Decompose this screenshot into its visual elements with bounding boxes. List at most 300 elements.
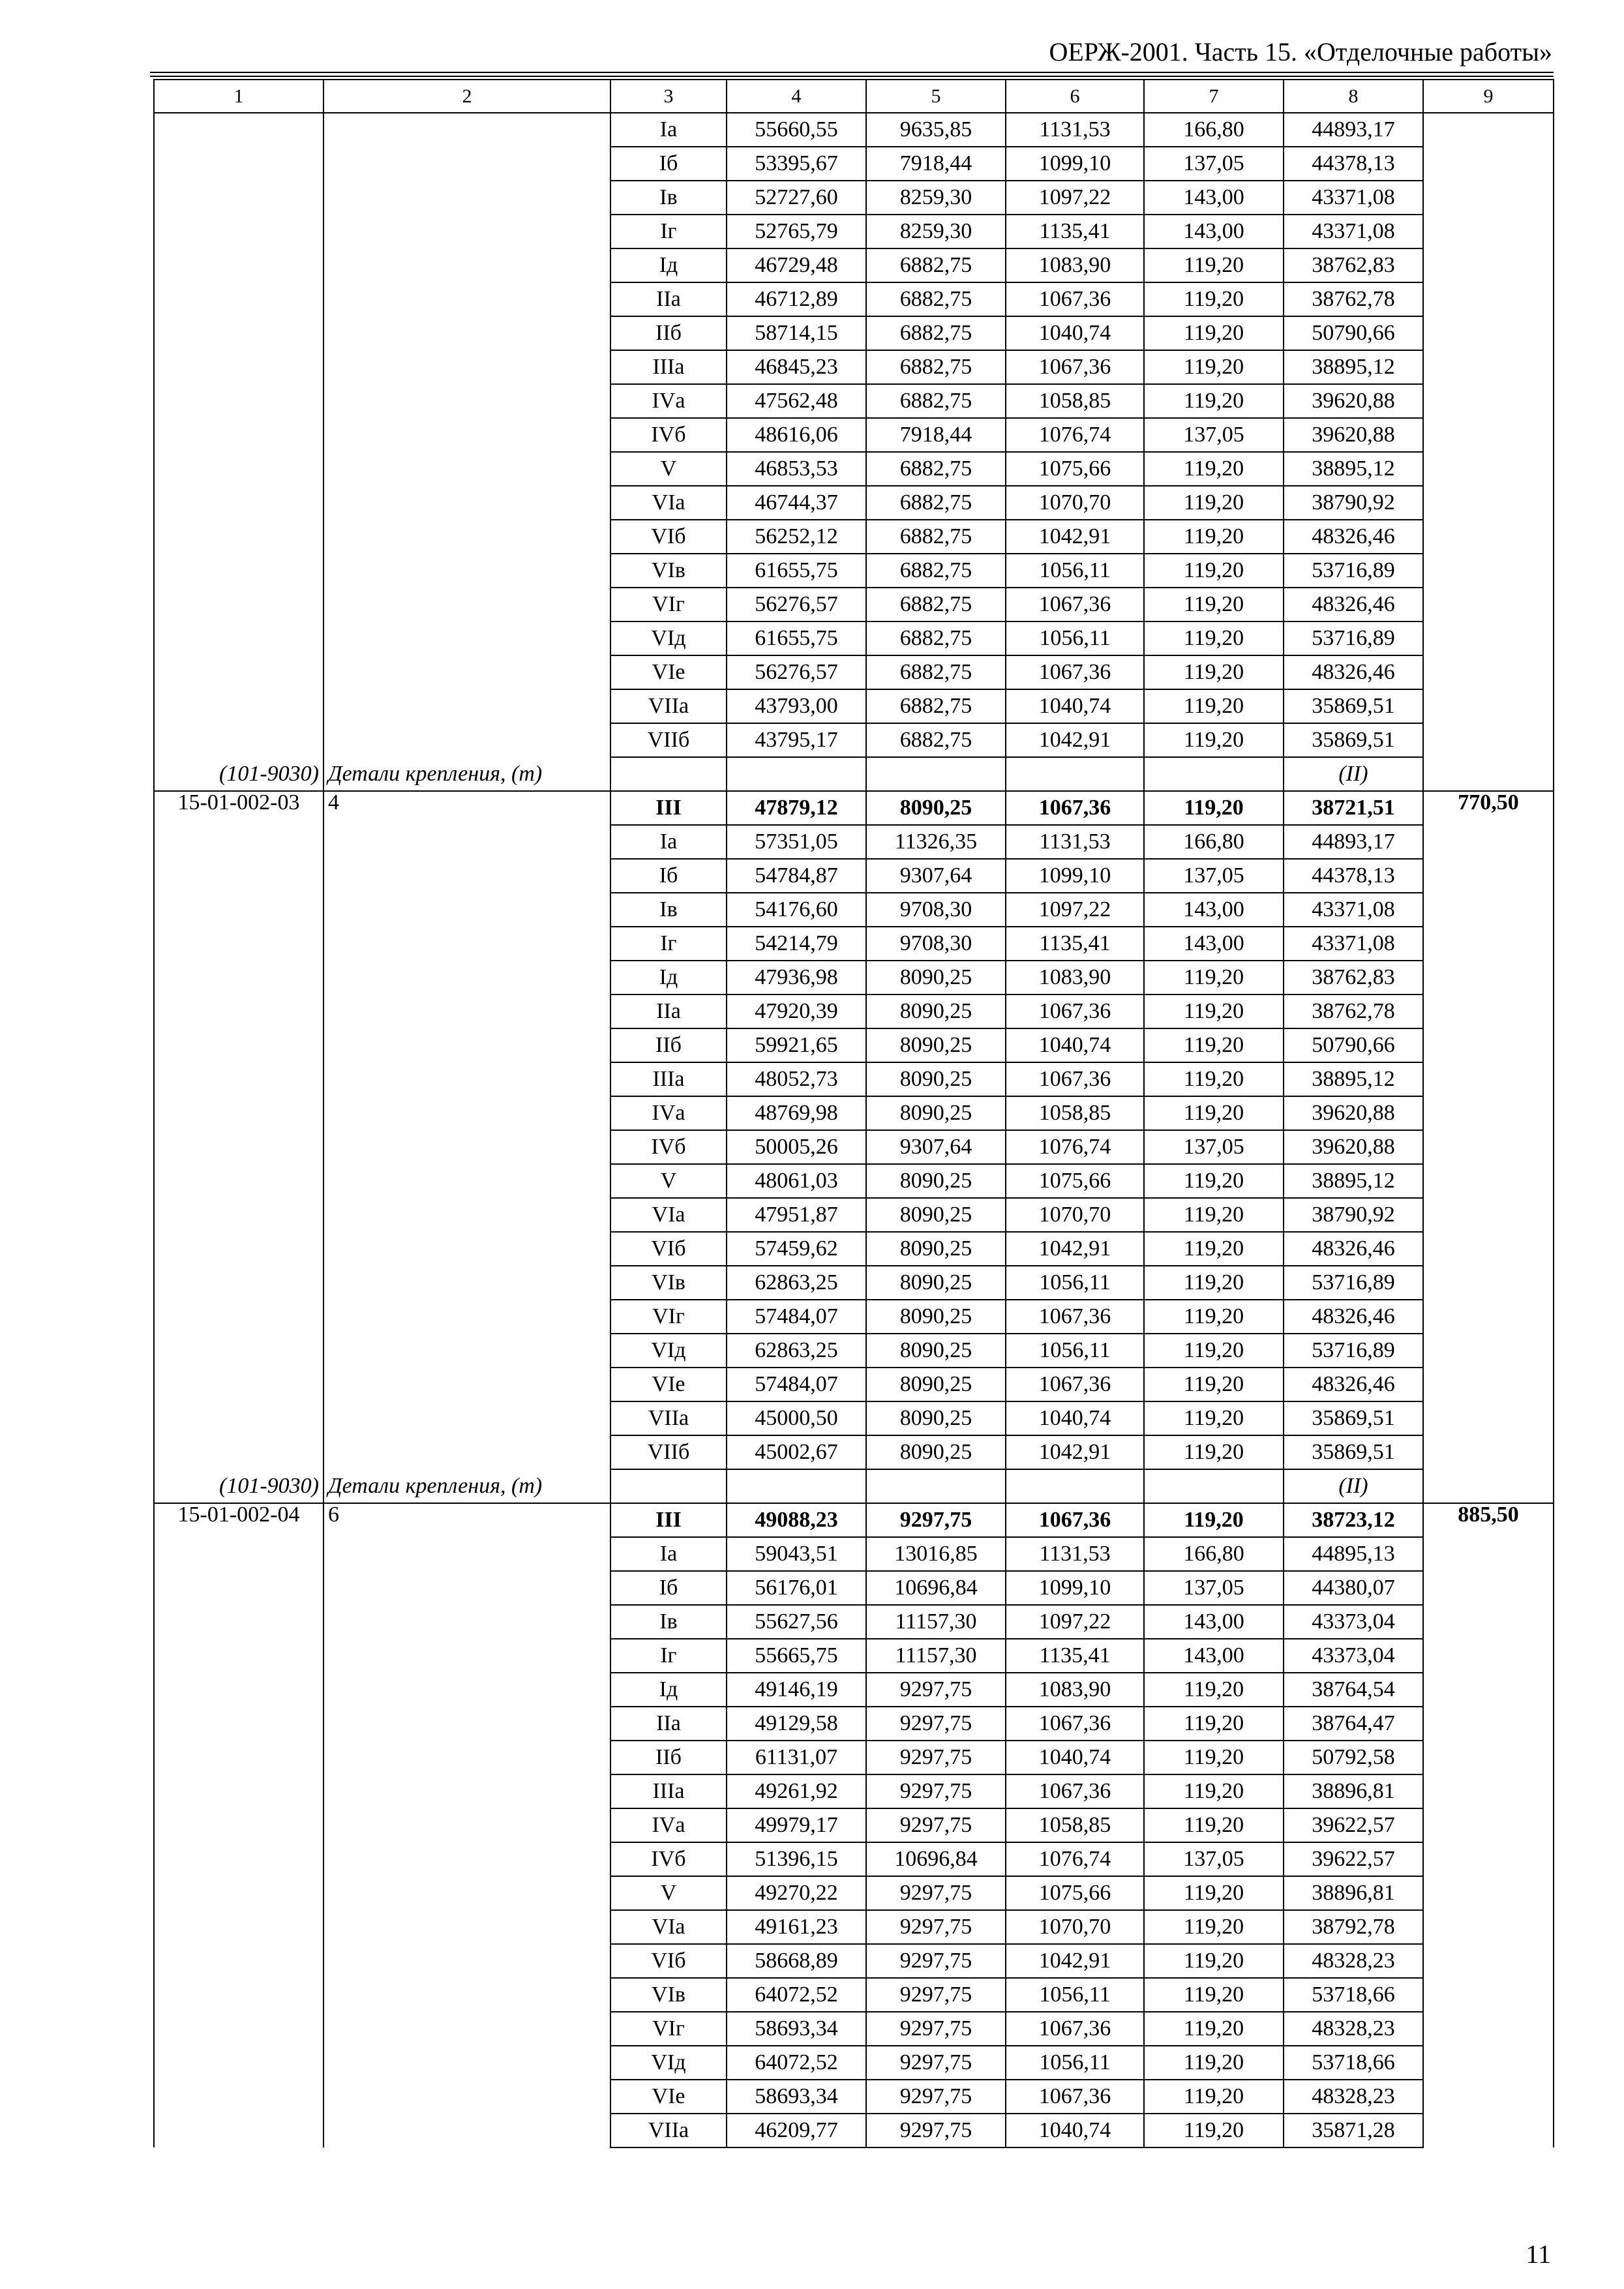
empty-cell [1006,1469,1144,1503]
value-cell: 48328,23 [1284,1944,1423,1978]
zone-cell: VIг [610,588,727,621]
value-cell: 1058,85 [1006,1096,1144,1130]
page-number: 11 [1526,2239,1551,2269]
value-cell: 119,20 [1144,1435,1284,1469]
value-cell: 1131,53 [1006,1537,1144,1571]
value-cell: 43371,08 [1284,893,1423,927]
value-cell: 119,20 [1144,791,1284,825]
value-cell: 7918,44 [866,147,1006,181]
value-cell: 44378,13 [1284,147,1423,181]
zone-cell: Iг [610,215,727,248]
value-cell: 64072,52 [727,2046,866,2080]
value-cell: 9297,75 [866,2012,1006,2046]
zone-cell: VIе [610,2080,727,2114]
value-cell: 1042,91 [1006,1944,1144,1978]
value-cell: 1070,70 [1006,1910,1144,1944]
empty-cell [866,757,1006,791]
value-cell: 50005,26 [727,1130,866,1164]
value-cell: 137,05 [1144,1571,1284,1605]
value-cell: 49146,19 [727,1673,866,1707]
value-cell: 10696,84 [866,1571,1006,1605]
value-cell: 45002,67 [727,1435,866,1469]
value-cell: 9297,75 [866,1944,1006,1978]
value-cell: 1067,36 [1006,1300,1144,1334]
zone-cell: VIд [610,621,727,655]
value-cell: 48769,98 [727,1096,866,1130]
value-cell: 1131,53 [1006,113,1144,147]
value-cell: 8090,25 [866,1232,1006,1266]
zone-cell: Iб [610,859,727,893]
column-header: 7 [1144,80,1284,113]
value-cell: 6882,75 [866,350,1006,384]
value-cell: 8259,30 [866,215,1006,248]
value-cell: 119,20 [1144,1266,1284,1300]
value-cell: 143,00 [1144,1639,1284,1673]
value-cell: 43371,08 [1284,181,1423,215]
value-cell: 119,20 [1144,1910,1284,1944]
value-cell: 119,20 [1144,689,1284,723]
value-cell: 8090,25 [866,1435,1006,1469]
value-cell: 38896,81 [1284,1876,1423,1910]
zone-cell: Iг [610,927,727,961]
value-cell: 43371,08 [1284,927,1423,961]
value-cell: 119,20 [1144,1944,1284,1978]
resource-class: (II) [1284,757,1423,791]
value-cell: 119,20 [1144,1164,1284,1198]
value-cell: 38762,78 [1284,282,1423,316]
value-cell: 38792,78 [1284,1910,1423,1944]
value-cell: 8090,25 [866,1198,1006,1232]
value-cell: 43373,04 [1284,1639,1423,1673]
value-cell: 9297,75 [866,1503,1006,1537]
value-cell: 56276,57 [727,588,866,621]
document-header-title: ОЕРЖ-2001. Часть 15. «Отделочные работы» [1049,37,1552,67]
zone-cell: Iб [610,147,727,181]
zone-cell: Iв [610,893,727,927]
zone-cell: IIIа [610,1774,727,1808]
value-cell: 119,20 [1144,1876,1284,1910]
zone-cell: VIг [610,2012,727,2046]
value-cell: 8090,25 [866,961,1006,995]
value-cell: 1070,70 [1006,486,1144,520]
value-cell: 119,20 [1144,248,1284,282]
zone-cell: IVб [610,1842,727,1876]
table-row-footer [154,1469,1554,1503]
empty-cell [866,1469,1006,1503]
zone-cell: Iб [610,1571,727,1605]
value-cell: 9708,30 [866,927,1006,961]
value-cell: 9297,75 [866,2080,1006,2114]
value-cell: 1042,91 [1006,520,1144,554]
zone-cell: Iд [610,961,727,995]
value-cell: 6882,75 [866,486,1006,520]
column-header: 1 [154,80,323,113]
value-cell: 1075,66 [1006,1876,1144,1910]
zone-cell: V [610,1876,727,1910]
zone-cell: IVа [610,1808,727,1842]
value-cell: 1067,36 [1006,350,1144,384]
value-cell: 119,20 [1144,350,1284,384]
value-cell: 1067,36 [1006,2012,1144,2046]
zone-cell: VIе [610,655,727,689]
zone-cell: IVа [610,1096,727,1130]
value-cell: 9708,30 [866,893,1006,927]
value-cell: 44895,13 [1284,1537,1423,1571]
table-row [154,113,1554,147]
value-cell: 8259,30 [866,181,1006,215]
value-cell: 50790,66 [1284,316,1423,350]
value-cell: 58693,34 [727,2012,866,2046]
column-header: 9 [1423,80,1554,113]
value-cell: 35869,51 [1284,1435,1423,1469]
zone-cell: VIе [610,1368,727,1401]
empty-cell [1144,1469,1284,1503]
value-cell: 56252,12 [727,520,866,554]
value-cell: 1075,66 [1006,452,1144,486]
norm-name [323,113,610,757]
norms-table-body [154,80,1554,2147]
value-cell: 119,20 [1144,655,1284,689]
zone-cell: Iв [610,181,727,215]
zone-cell: VIIа [610,1401,727,1435]
value-cell: 39620,88 [1284,1130,1423,1164]
value-cell: 9297,75 [866,2046,1006,2080]
value-cell: 53395,67 [727,147,866,181]
value-cell: 54176,60 [727,893,866,927]
value-cell: 166,80 [1144,1537,1284,1571]
value-cell: 39620,88 [1284,418,1423,452]
value-cell: 53716,89 [1284,1266,1423,1300]
value-cell: 56176,01 [727,1571,866,1605]
value-cell: 1070,70 [1006,1198,1144,1232]
value-cell: 8090,25 [866,995,1006,1028]
value-cell: 1056,11 [1006,1334,1144,1368]
value-cell: 58693,34 [727,2080,866,2114]
norm-code: 15-01-002-04 [154,1503,323,2147]
value-cell: 48326,46 [1284,1368,1423,1401]
value-cell: 48616,06 [727,418,866,452]
value-cell: 1083,90 [1006,1673,1144,1707]
value-cell: 50792,58 [1284,1741,1423,1774]
value-cell: 8090,25 [866,1266,1006,1300]
col9-value: 770,50 [1423,791,1554,1503]
value-cell: 1040,74 [1006,1741,1144,1774]
resource-class: (II) [1284,1469,1423,1503]
value-cell: 6882,75 [866,689,1006,723]
value-cell: 49129,58 [727,1707,866,1741]
value-cell: 64072,52 [727,1978,866,2012]
value-cell: 47562,48 [727,384,866,418]
zone-cell: VIIб [610,723,727,757]
value-cell: 38895,12 [1284,1164,1423,1198]
value-cell: 62863,25 [727,1266,866,1300]
zone-cell: VIд [610,2046,727,2080]
zone-cell: IIIа [610,350,727,384]
value-cell: 1040,74 [1006,1028,1144,1062]
zone-cell: Iа [610,113,727,147]
value-cell: 119,20 [1144,2046,1284,2080]
value-cell: 137,05 [1144,1842,1284,1876]
value-cell: 48326,46 [1284,1300,1423,1334]
value-cell: 1083,90 [1006,248,1144,282]
norms-table [153,79,1554,2148]
value-cell: 119,20 [1144,1978,1284,2012]
value-cell: 6882,75 [866,588,1006,621]
value-cell: 58714,15 [727,316,866,350]
zone-cell: VIIа [610,2114,727,2147]
zone-cell: III [610,791,727,825]
value-cell: 1067,36 [1006,995,1144,1028]
value-cell: 6882,75 [866,520,1006,554]
value-cell: 1067,36 [1006,588,1144,621]
value-cell: 7918,44 [866,418,1006,452]
value-cell: 39620,88 [1284,384,1423,418]
value-cell: 44380,07 [1284,1571,1423,1605]
value-cell: 53718,66 [1284,1978,1423,2012]
value-cell: 46845,23 [727,350,866,384]
value-cell: 1058,85 [1006,384,1144,418]
value-cell: 9307,64 [866,859,1006,893]
value-cell: 119,20 [1144,621,1284,655]
value-cell: 48061,03 [727,1164,866,1198]
zone-cell: Iд [610,248,727,282]
column-header: 5 [866,80,1006,113]
zone-cell: VIа [610,1198,727,1232]
empty-cell [727,1469,866,1503]
value-cell: 119,20 [1144,2080,1284,2114]
value-cell: 48052,73 [727,1062,866,1096]
value-cell: 10696,84 [866,1842,1006,1876]
value-cell: 1099,10 [1006,859,1144,893]
value-cell: 119,20 [1144,282,1284,316]
value-cell: 1097,22 [1006,1605,1144,1639]
value-cell: 1067,36 [1006,1774,1144,1808]
value-cell: 39622,57 [1284,1808,1423,1842]
header-rule-bottom [150,76,1554,77]
zone-cell: IVб [610,418,727,452]
value-cell: 119,20 [1144,1198,1284,1232]
value-cell: 38764,54 [1284,1673,1423,1707]
value-cell: 1067,36 [1006,791,1144,825]
value-cell: 44893,17 [1284,825,1423,859]
value-cell: 9297,75 [866,2114,1006,2147]
value-cell: 1135,41 [1006,1639,1144,1673]
value-cell: 119,20 [1144,1774,1284,1808]
value-cell: 1135,41 [1006,927,1144,961]
value-cell: 143,00 [1144,1605,1284,1639]
value-cell: 9297,75 [866,1707,1006,1741]
value-cell: 119,20 [1144,1028,1284,1062]
value-cell: 57459,62 [727,1232,866,1266]
value-cell: 38790,92 [1284,486,1423,520]
zone-cell: VIв [610,554,727,588]
value-cell: 50790,66 [1284,1028,1423,1062]
value-cell: 1056,11 [1006,554,1144,588]
value-cell: 1076,74 [1006,1130,1144,1164]
value-cell: 38895,12 [1284,1062,1423,1096]
value-cell: 1056,11 [1006,2046,1144,2080]
value-cell: 1042,91 [1006,723,1144,757]
value-cell: 1056,11 [1006,621,1144,655]
norm-name: 4 [323,791,610,1469]
col9-value [1423,113,1554,791]
value-cell: 119,20 [1144,1707,1284,1741]
value-cell: 46712,89 [727,282,866,316]
value-cell: 119,20 [1144,1401,1284,1435]
zone-cell: IIIа [610,1062,727,1096]
value-cell: 38721,51 [1284,791,1423,825]
value-cell: 1067,36 [1006,1503,1144,1537]
value-cell: 46209,77 [727,2114,866,2147]
value-cell: 38895,12 [1284,452,1423,486]
value-cell: 49088,23 [727,1503,866,1537]
value-cell: 1135,41 [1006,215,1144,248]
value-cell: 8090,25 [866,1028,1006,1062]
value-cell: 143,00 [1144,893,1284,927]
value-cell: 119,20 [1144,995,1284,1028]
value-cell: 38762,83 [1284,961,1423,995]
value-cell: 119,20 [1144,1368,1284,1401]
value-cell: 1067,36 [1006,282,1144,316]
value-cell: 6882,75 [866,723,1006,757]
value-cell: 6882,75 [866,316,1006,350]
value-cell: 166,80 [1144,113,1284,147]
value-cell: 1040,74 [1006,1401,1144,1435]
value-cell: 119,20 [1144,1096,1284,1130]
value-cell: 38723,12 [1284,1503,1423,1537]
value-cell: 1097,22 [1006,181,1144,215]
value-cell: 1067,36 [1006,655,1144,689]
value-cell: 61131,07 [727,1741,866,1774]
value-cell: 6882,75 [866,621,1006,655]
value-cell: 38896,81 [1284,1774,1423,1808]
empty-cell [610,1469,727,1503]
value-cell: 48326,46 [1284,655,1423,689]
value-cell: 119,20 [1144,452,1284,486]
zone-cell: VIб [610,520,727,554]
value-cell: 1099,10 [1006,1571,1144,1605]
zone-cell: IIа [610,282,727,316]
value-cell: 45000,50 [727,1401,866,1435]
zone-cell: V [610,452,727,486]
value-cell: 53716,89 [1284,621,1423,655]
value-cell: 61655,75 [727,554,866,588]
zone-cell: IIа [610,995,727,1028]
value-cell: 119,20 [1144,1673,1284,1707]
value-cell: 52765,79 [727,215,866,248]
zone-cell: VIб [610,1232,727,1266]
zone-cell: Iг [610,1639,727,1673]
value-cell: 8090,25 [866,791,1006,825]
table-row-main [154,1503,1554,1537]
value-cell: 11157,30 [866,1639,1006,1673]
value-cell: 8090,25 [866,1062,1006,1096]
value-cell: 1099,10 [1006,147,1144,181]
value-cell: 49161,23 [727,1910,866,1944]
zone-cell: IIб [610,1028,727,1062]
value-cell: 1042,91 [1006,1435,1144,1469]
value-cell: 62863,25 [727,1334,866,1368]
zone-cell: IIб [610,316,727,350]
column-header: 4 [727,80,866,113]
column-header: 2 [323,80,610,113]
value-cell: 143,00 [1144,927,1284,961]
table-row-main [154,791,1554,825]
value-cell: 35869,51 [1284,723,1423,757]
value-cell: 51396,15 [727,1842,866,1876]
value-cell: 55665,75 [727,1639,866,1673]
value-cell: 1058,85 [1006,1808,1144,1842]
norm-code: 15-01-002-03 [154,791,323,1469]
column-header: 3 [610,80,727,113]
value-cell: 8090,25 [866,1096,1006,1130]
value-cell: 9297,75 [866,1673,1006,1707]
zone-cell: VIIа [610,689,727,723]
value-cell: 38762,78 [1284,995,1423,1028]
empty-cell [1144,757,1284,791]
value-cell: 119,20 [1144,2114,1284,2147]
value-cell: 137,05 [1144,859,1284,893]
zone-cell: VIг [610,1300,727,1334]
value-cell: 1097,22 [1006,893,1144,927]
value-cell: 52727,60 [727,181,866,215]
value-cell: 43373,04 [1284,1605,1423,1639]
table-row-footer [154,757,1554,791]
value-cell: 47879,12 [727,791,866,825]
value-cell: 8090,25 [866,1164,1006,1198]
zone-cell: Iа [610,1537,727,1571]
zone-cell: VIа [610,1910,727,1944]
value-cell: 1076,74 [1006,1842,1144,1876]
empty-cell [610,757,727,791]
value-cell: 119,20 [1144,1232,1284,1266]
value-cell: 38764,47 [1284,1707,1423,1741]
value-cell: 1083,90 [1006,961,1144,995]
value-cell: 61655,75 [727,621,866,655]
value-cell: 119,20 [1144,554,1284,588]
value-cell: 11326,35 [866,825,1006,859]
zone-cell: Iв [610,1605,727,1639]
zone-cell: IIа [610,1707,727,1741]
value-cell: 9297,75 [866,1774,1006,1808]
value-cell: 1075,66 [1006,1164,1144,1198]
value-cell: 6882,75 [866,554,1006,588]
value-cell: 1042,91 [1006,1232,1144,1266]
value-cell: 6882,75 [866,655,1006,689]
value-cell: 53716,89 [1284,554,1423,588]
resource-code: (101-9030) [154,1469,323,1503]
value-cell: 49979,17 [727,1808,866,1842]
value-cell: 166,80 [1144,825,1284,859]
value-cell: 119,20 [1144,1062,1284,1096]
value-cell: 8090,25 [866,1401,1006,1435]
zone-cell: Iа [610,825,727,859]
value-cell: 9297,75 [866,1910,1006,1944]
zone-cell: VIа [610,486,727,520]
value-cell: 6882,75 [866,282,1006,316]
zone-cell: IIб [610,1741,727,1774]
value-cell: 55660,55 [727,113,866,147]
value-cell: 6882,75 [866,384,1006,418]
value-cell: 119,20 [1144,384,1284,418]
value-cell: 1040,74 [1006,689,1144,723]
value-cell: 47936,98 [727,961,866,995]
value-cell: 1067,36 [1006,2080,1144,2114]
column-header: 8 [1284,80,1423,113]
value-cell: 1067,36 [1006,1368,1144,1401]
value-cell: 8090,25 [866,1300,1006,1334]
value-cell: 58668,89 [727,1944,866,1978]
